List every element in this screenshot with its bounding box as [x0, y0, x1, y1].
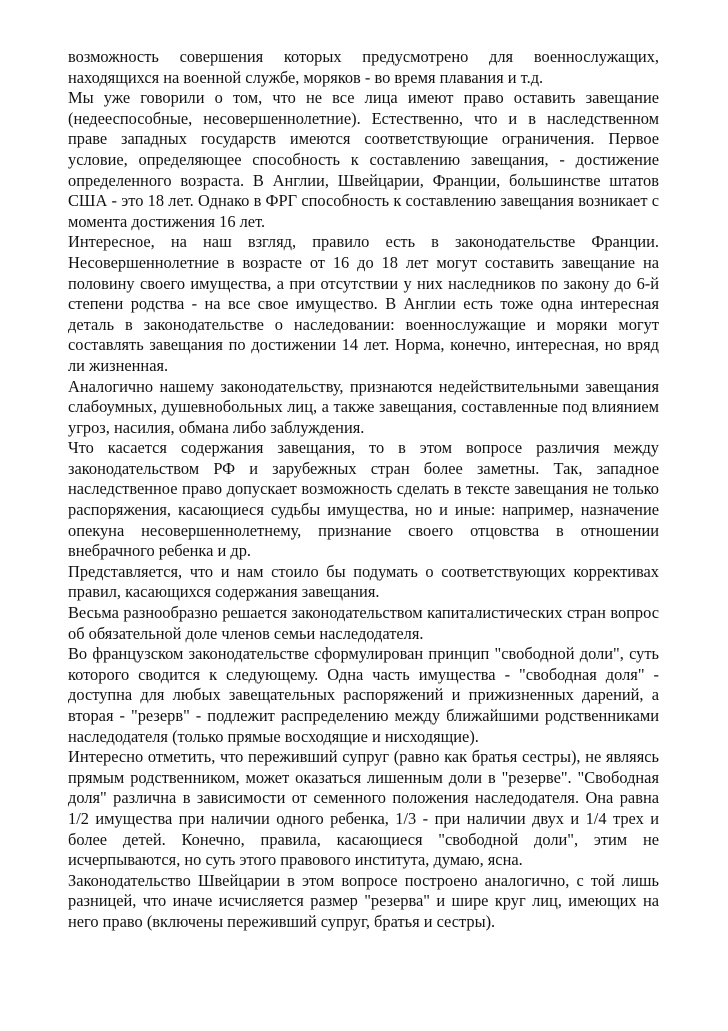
paragraph-obligatory-share: Весьма разнообразно решается законодательством капиталистических стран вопрос об обязательной доле членов семьи наследодателя. [68, 603, 659, 643]
paragraph-france-minors: Интересное, на наш взгляд, правило есть в законодательстве Франции. Несовершеннолетние в возрасте от 16 до 18 лет могут составить завещание на половину своего имущества, а при отсутствии у них наследников по закону до 6-й степени родства - на все свое имущество. В Англии есть тоже одна интересная деталь в законодательстве о наследовании: военнослужащие и моряки могут составлять завещания по достижении 14 лет. Норма, конечно, интересная, но вряд ли жизненная. [68, 232, 659, 375]
paragraph-will-content: Что касается содержания завещания, то в этом вопросе различия между законодательством РФ и зарубежных стран более заметны. Так, западное наследственное право допускает возможность сделать в тексте завещания не только распоряжения, касающиеся судьбы имущества, но и иные: например, назначение опекуна несовершеннолетнему, признание своего отцовства в отношении внебрачного ребенка и др. [68, 438, 659, 561]
document-page [68, 47, 659, 933]
paragraph-surviving-spouse: Интересно отметить, что переживший супруг (равно как братья сестры), не являясь прямым родственником, может оказаться лишенным доли в "резерве". "Свободная доля" различна в зависимости от семенного положения наследодателя. Она равна 1/2 имущества при наличии одного ребенка, 1/3 - при наличии двух и 1/4 трех и более детей. Конечно, правила, касающиеся "свободной доли", этим не исчерпываются, но суть этого правового института, думаю, ясна. [68, 747, 659, 870]
paragraph-suggestion: Представляется, что и нам стоило бы подумать о соответствующих коррективах правил, касающихся содержания завещания. [68, 561, 659, 602]
paragraph-military-wills: возможность совершения которых предусмотрено для военнослужащих, находящихся на военной службе, моряков - во время плавания и т.д. [68, 47, 659, 87]
paragraph-invalid-wills: Аналогично нашему законодательству, признаются недействительными завещания слабоумных, душевнобольных лиц, а также завещания, составленные под влиянием угроз, насилия, обмана либо заблуждения. [68, 376, 659, 437]
paragraph-testamentary-capacity: Мы уже говорили о том, что не все лица имеют право оставить завещание (недееспособные, несовершеннолетние). Естественно, что и в наследственном праве западных государств имеются соответствующие ограничения. Первое условие, определяющее способность к составлению завещания, - достижение определенного возраста. В Англии, Швейцарии, Франции, большинстве штатов США - это 18 лет. Однако в ФРГ способность к составлению завещания возникает с момента достижения 16 лет. [68, 88, 659, 231]
paragraph-switzerland: Законодательство Швейцарии в этом вопросе построено аналогично, с той лишь разницей, что иначе исчисляется размер "резерва" и шире круг лиц, имеющих на него право (включены переживший супруг, братья и сестры). [68, 870, 659, 931]
paragraph-free-share-principle: Во французском законодательстве сформулирован принцип "свободной доли", суть которого сводится к следующему. Одна часть имущества - "свободная доля" - доступна для любых завещательных распоряжений и прижизненных дарений, а вторая - "резерв" - подлежит распределению между ближайшими родственниками наследодателя (только прямые восходящие и нисходящие). [68, 644, 659, 746]
